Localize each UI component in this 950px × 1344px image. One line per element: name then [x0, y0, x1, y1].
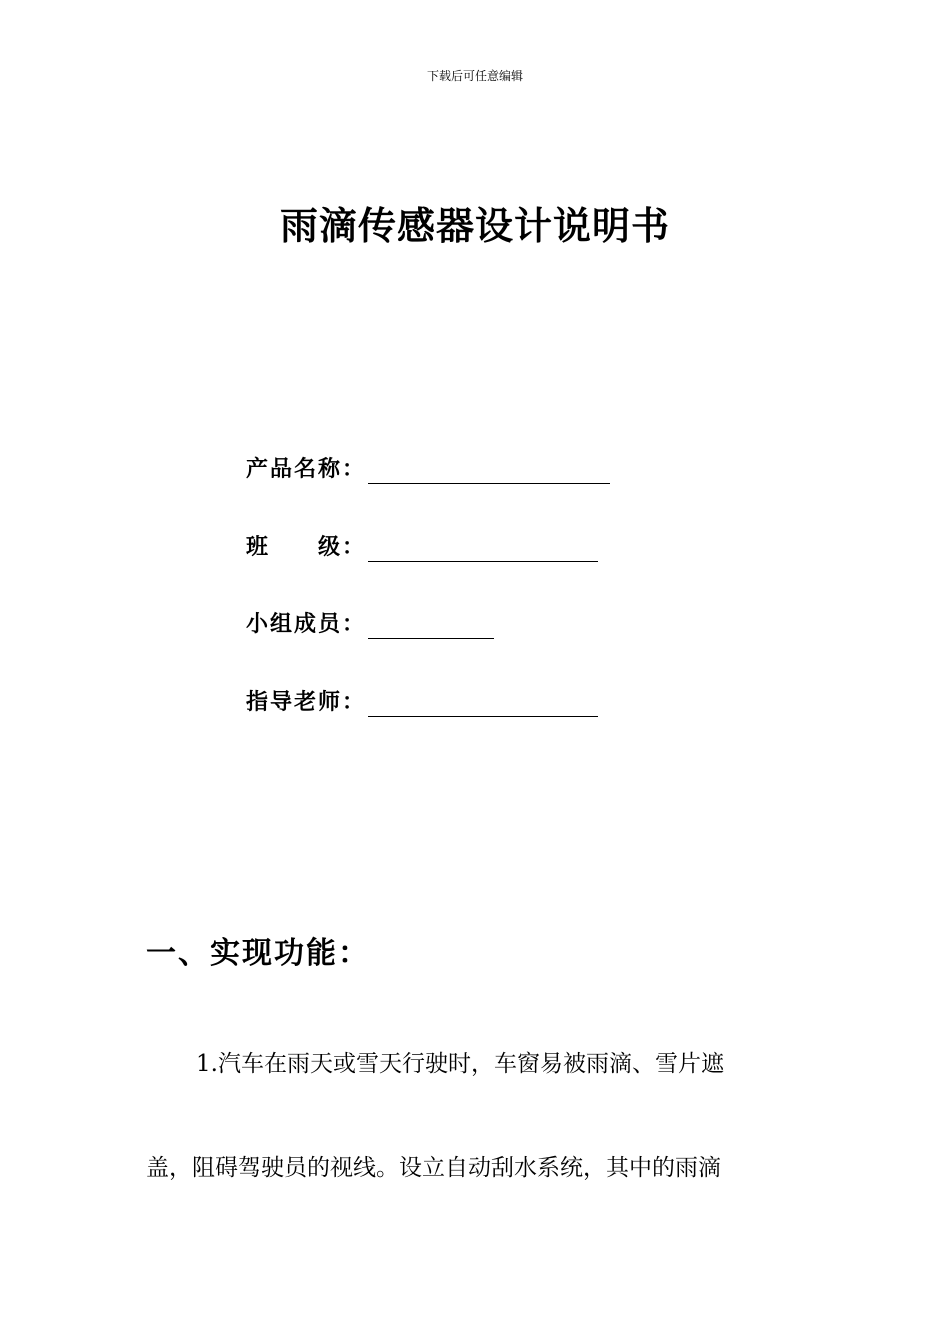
class-label: 班 级： [246, 534, 367, 560]
paragraph-line: 盖，阻碍驾驶员的视线。设立自动刮水系统，其中的雨滴 [146, 1155, 721, 1181]
form-field-group-members [246, 605, 494, 639]
paragraph-line: 1.汽车在雨天或雪天行驶时，车窗易被雨滴、雪片遮 [196, 1051, 724, 1077]
form-field-product-name [246, 450, 610, 484]
advisor-label: 指导老师： [246, 689, 367, 715]
group-members-blank[interactable] [368, 612, 494, 639]
document-title: 雨滴传感器设计说明书 [279, 203, 670, 248]
section-heading: 一、实现功能： [146, 936, 370, 971]
product-name-label: 产品名称： [246, 456, 367, 482]
form-field-class [246, 528, 598, 562]
advisor-blank[interactable] [368, 690, 598, 717]
class-blank[interactable] [368, 535, 598, 562]
header-note: 下载后可任意编辑 [426, 69, 523, 83]
product-name-blank[interactable] [368, 457, 610, 484]
group-members-label: 小组成员： [246, 611, 367, 637]
form-field-advisor [246, 683, 598, 717]
